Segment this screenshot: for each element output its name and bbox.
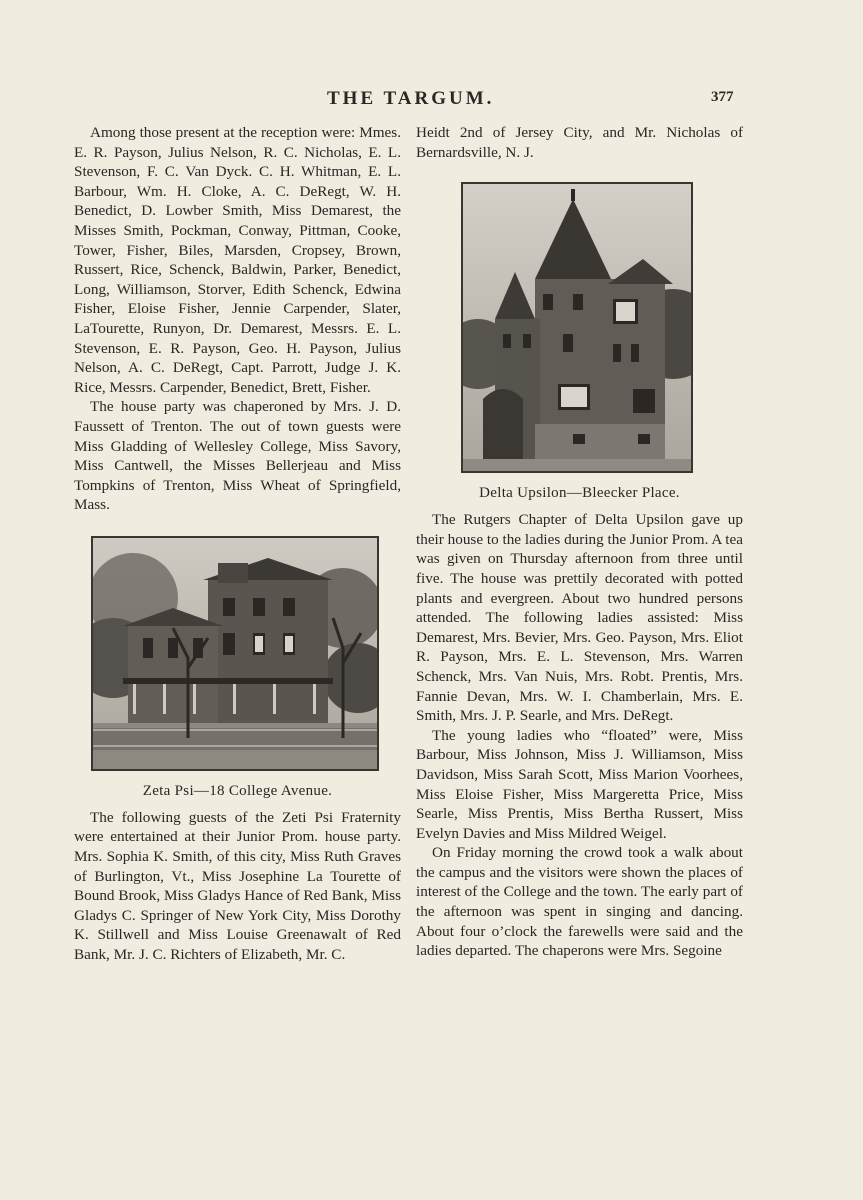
reception-attendees-paragraph: Among those present at the reception were: Mmes. E. R. Payson, Julius Nelson, R. C. Nicholas, E. L. Stevenson, F. C. Van Dyck. C. H. Whitman, E. L. Barbour, Wm. H. Cloke, A. C. DeRegt, W. H. Benedict, D. Lowber Smith, Miss Demarest, the Misses Smith, Pockman, Conway, Pittman, Cooke, Tower, Fisher, Biles, Marsden, Cropsey, Brown, Russert, Rice, Schenck, Baldwin, Parker, Benedict, Long, Williamson, Storver, Edith Schenck, Edwina Fisher, Eloise Fisher, Jennie Carpender, Slater, LaTourette, Runyon, Dr. Demarest, Messrs. E. L. Stevenson, E. R. Payson, Geo. H. Payson, Julius Nelson, A. C. DeRegt, Capt. Parrott, Judge J. K. Rice, Messrs. Carpender, Benedict, Brett, Fisher. bbox=[74, 124, 401, 396]
running-title: THE TARGUM. bbox=[327, 88, 495, 109]
friday-morning-paragraph: On Friday morning the crowd took a walk about the campus and the visitors were shown the places of interest of the College and the town. The early part of the afternoon was spent in singing and dancing. About four o’clock the farewells were said and the ladies departed. The chaperons were Mrs. Segoine bbox=[416, 844, 743, 960]
zeta-psi-house-illustration bbox=[93, 538, 377, 769]
page-number: 377 bbox=[711, 89, 734, 105]
delta-upsilon-tea-paragraph: The Rutgers Chapter of Delta Upsilon gave up their house to the ladies during the Junior Prom. A tea was given on Thursday afternoon from three until five. The house was prettily decorated with potted plants and evergreen. About two hundred persons attended. The following ladies assisted: Miss Demarest, Mrs. Bevier, Mrs. Geo. Payson, Mrs. Eliot R. Payson, Mrs. E. L. Stevenson, Mrs. Warren Schenck, Mrs. Van Nuis, Mrs. Robt. Prentis, Mrs. Fannie Devan, Mrs. W. I. Chamberlain, Mrs. E. Smith, Mrs. J. P. Searle, and Mrs. DeRegt. bbox=[416, 511, 743, 725]
left-column bbox=[74, 123, 401, 965]
delta-upsilon-caption: Delta Upsilon—Bleecker Place. bbox=[479, 485, 680, 502]
continued-guests-paragraph: Heidt 2nd of Jersey City, and Mr. Nicholas of Bernardsville, N. J. bbox=[416, 124, 743, 161]
chaperone-paragraph: The house party was chaperoned by Mrs. J. D. Faussett of Trenton. The out of town guests were Miss Gladding of Wellesley College, Miss Savory, Miss Cantwell, the Misses Bellerjeau and Miss Tompkins of Trenton, Miss Wheat of Springfield, Mass. bbox=[74, 398, 401, 514]
running-header bbox=[0, 88, 863, 112]
zeta-psi-house-photo bbox=[91, 536, 379, 771]
zeta-psi-guests-paragraph: The following guests of the Zeti Psi Fraternity were entertained at their Junior Prom. house party. Mrs. Sophia K. Smith, of this city, Miss Ruth Graves of Burlington, Vt., Miss Josephine La Tourette of Bound Brook, Miss Gladys Hance of Red Bank, Miss Gladys C. Springer of New York City, Miss Dorothy K. Stillwell and Miss Louise Greenawalt of Red Bank, Mr. J. C. Richters of Elizabeth, Mr. C. bbox=[74, 808, 401, 964]
delta-upsilon-house-photo bbox=[461, 182, 693, 473]
floated-ladies-paragraph: The young ladies who “floated” were, Miss Barbour, Miss Johnson, Miss J. Williamson, Miss Davidson, Miss Sarah Scott, Miss Marion Voorhees, Miss Eloise Fisher, Miss Margeretta Price, Miss Searle, Miss Prentis, Miss Bertha Russert, Miss Evelyn Davies and Miss Mildred Weigel. bbox=[416, 726, 743, 842]
zeta-psi-caption: Zeta Psi—18 College Avenue. bbox=[142, 782, 333, 799]
delta-upsilon-house-illustration bbox=[463, 184, 691, 471]
right-column bbox=[416, 123, 743, 961]
